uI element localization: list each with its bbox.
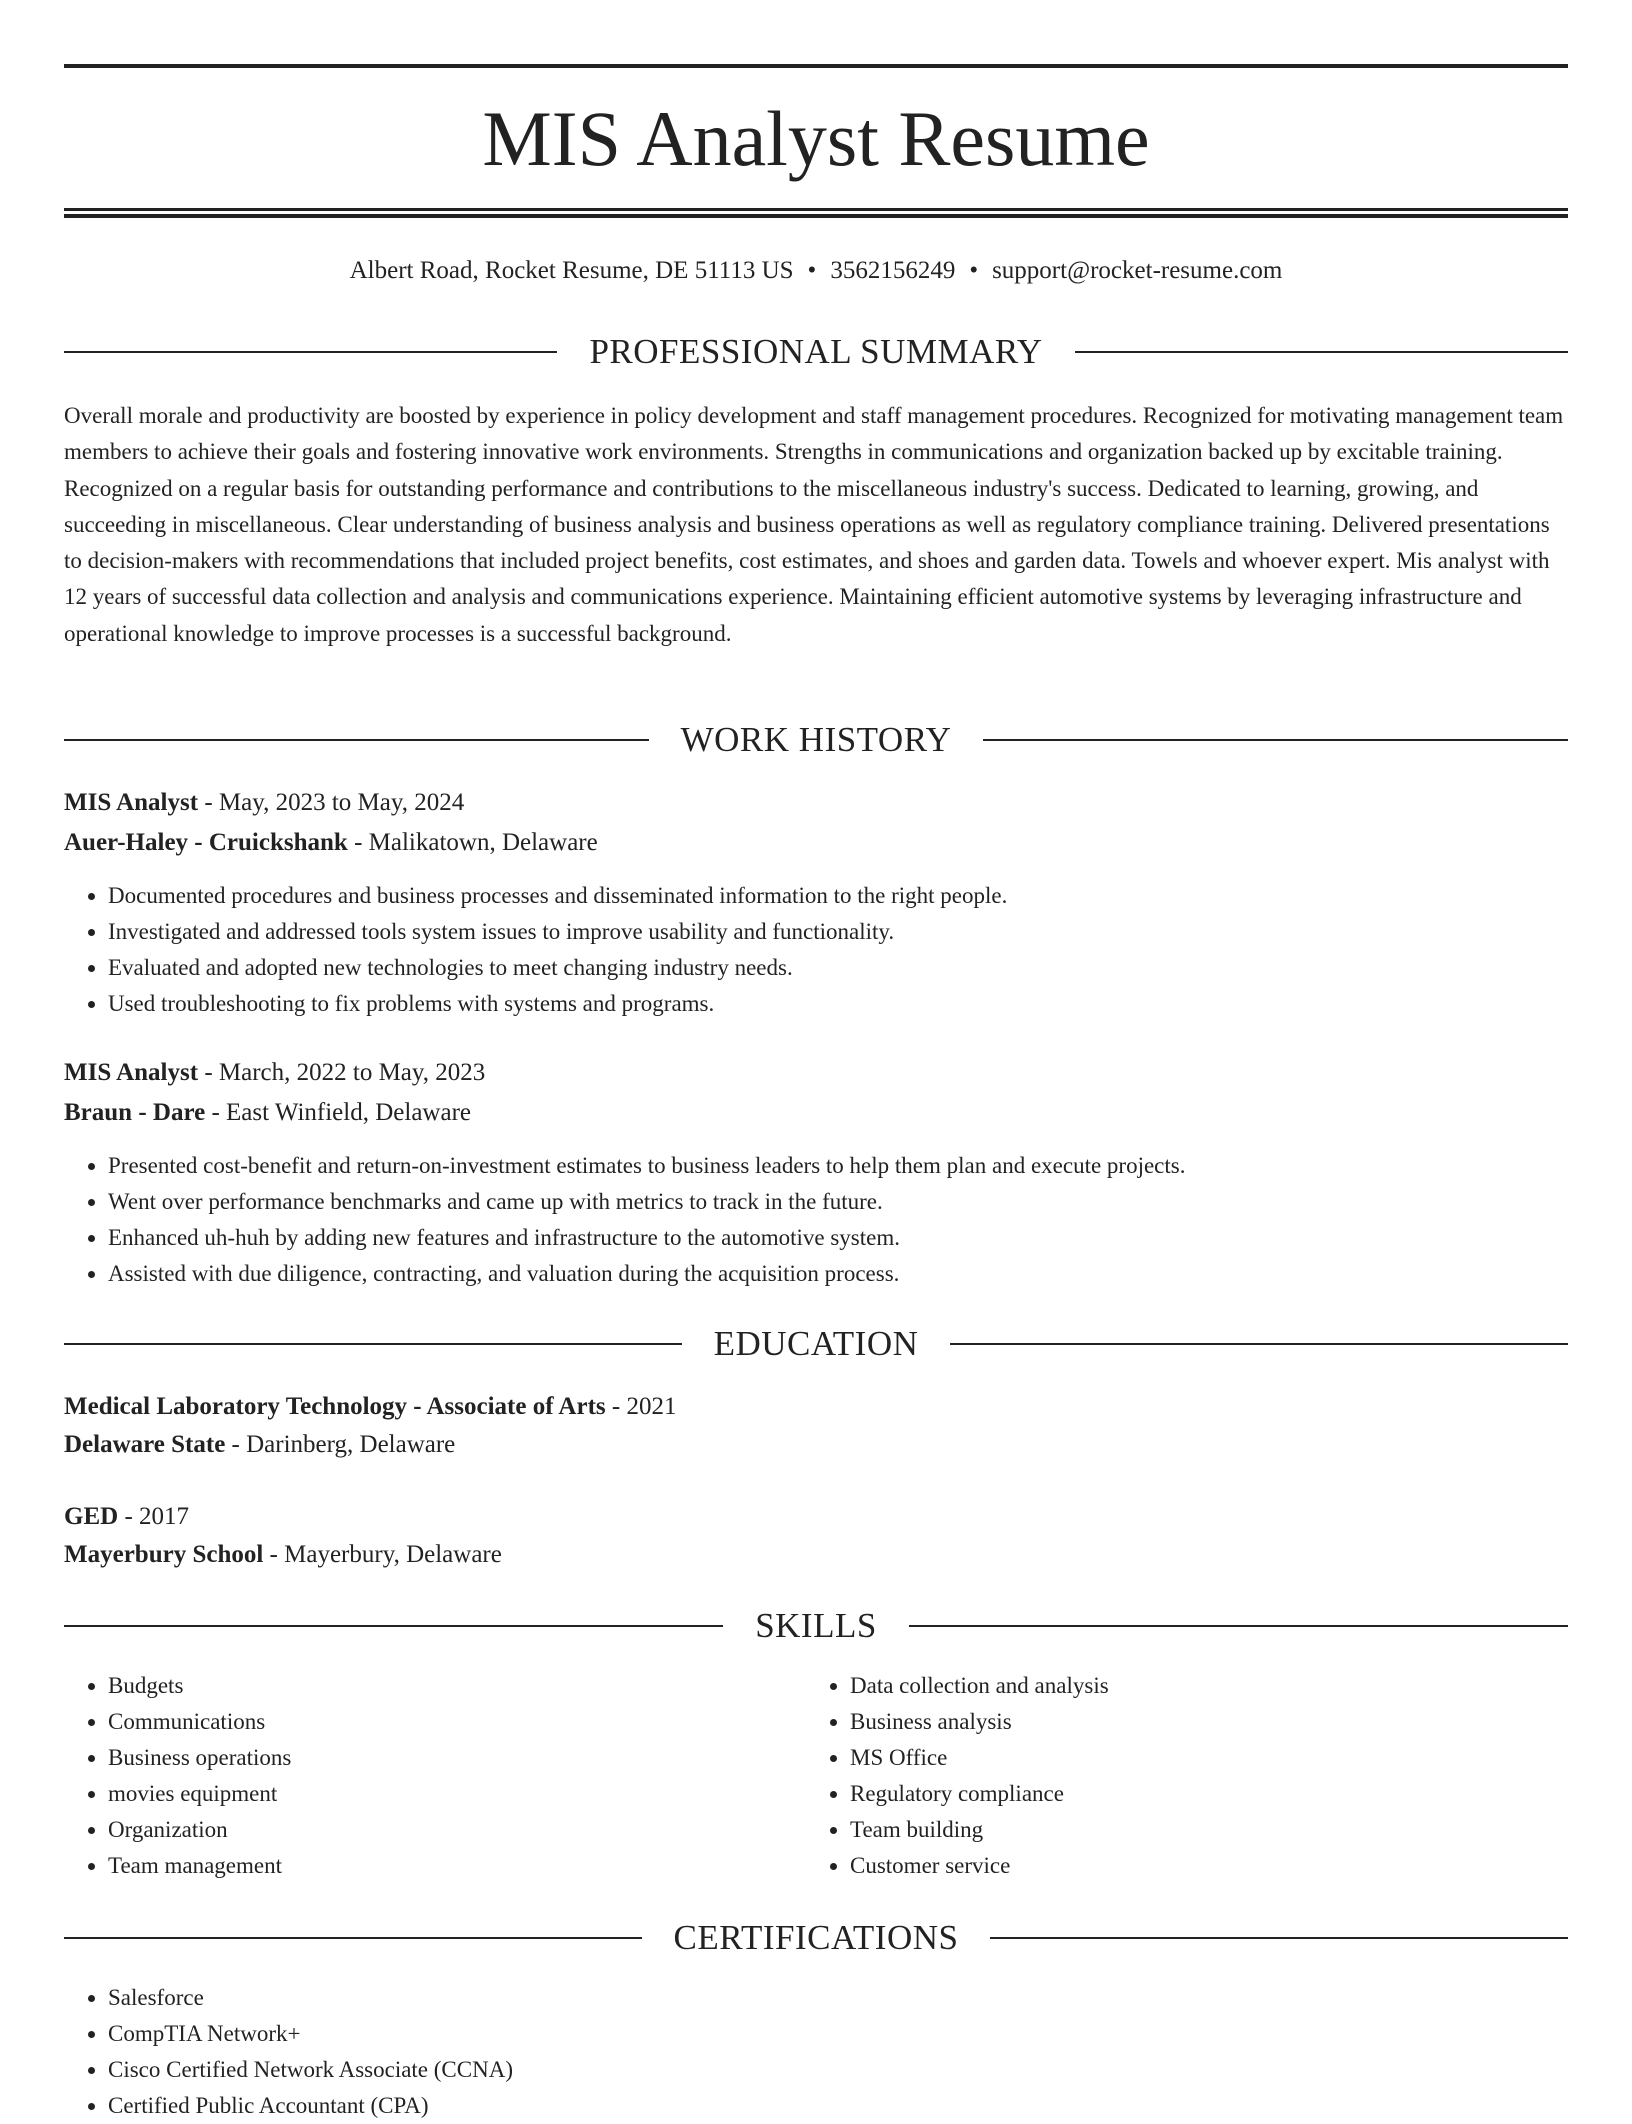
list-item: • Business operations: [108, 1740, 806, 1776]
list-item: • Business analysis: [850, 1704, 1548, 1740]
list-item: • Certified Public Accountant (CPA): [108, 2088, 1568, 2124]
list-item: • Investigated and addressed tools system issues to improve usability and functionality.: [108, 914, 1568, 950]
list-item: • Regulatory compliance: [850, 1776, 1548, 1812]
summary-text: Overall morale and productivity are boosted by experience in policy development and staff management procedures. Recognized for motivating management team members to achieve their goals and fostering innovative work environments. Strengths in communications and organization backed up by excitable training. Recognized on a regular basis for outstanding performance and contributions to the miscellaneous industry's success. Dedicated to learning, growing, and succeeding in miscellaneous. Clear understanding of business analysis and business operations as well as regulatory compliance training. Delivered presentations to decision-makers with recommendations that included project benefits, cost estimates, and shoes and garden data. Towels and whoever expert. Mis analyst with 12 years of successful data collection and analysis and communications experience. Maintaining efficient automotive systems by leveraging infrastructure and operational knowledge to improve processes is a successful background.: [64, 403, 1564, 646]
education-location: - Darinberg, Delaware: [225, 1431, 456, 1458]
section-title: WORK HISTORY: [680, 720, 952, 759]
divider-line: [990, 1937, 1568, 1939]
divider-line: [909, 1625, 1568, 1627]
list-item: • Enhanced uh-huh by adding new features and infrastructure to the automotive system.: [108, 1220, 1568, 1256]
list-item: • MS Office: [850, 1740, 1548, 1776]
job-company: Braun - Dare: [64, 1099, 206, 1126]
certifications-list: [64, 1980, 1568, 2124]
education-degree: GED: [64, 1503, 119, 1530]
section-heading-summary: [64, 330, 1568, 374]
job-location: - Malikatown, Delaware: [347, 829, 598, 856]
divider-line: [1075, 351, 1568, 353]
education-year: - 2021: [605, 1393, 677, 1420]
job-bullets: [64, 1148, 1568, 1292]
list-item: • movies equipment: [108, 1776, 806, 1812]
section-heading-skills: [64, 1604, 1568, 1648]
contact-line: [64, 254, 1568, 288]
job-dates: - May, 2023 to May, 2024: [198, 789, 465, 816]
section-heading-certifications: [64, 1916, 1568, 1960]
divider-line: [64, 1343, 682, 1345]
list-item: • Communications: [108, 1704, 806, 1740]
list-item: • Customer service: [850, 1848, 1548, 1884]
job-company-line: [64, 1096, 1568, 1130]
divider-line: [64, 1937, 642, 1939]
divider-line: [983, 739, 1568, 741]
page-title: MIS Analyst Resume: [482, 95, 1150, 182]
list-item: • Used troubleshooting to fix problems with systems and programs.: [108, 986, 1568, 1022]
list-item: • Salesforce: [108, 1980, 1568, 2016]
education-location: - Mayerbury, Delaware: [263, 1541, 502, 1568]
contact-email: support@rocket-resume.com: [992, 257, 1283, 284]
education-school: Mayerbury School: [64, 1541, 264, 1568]
job-title: MIS Analyst: [64, 1059, 199, 1086]
list-item: • Team building: [850, 1812, 1548, 1848]
education-school: Delaware State: [64, 1431, 226, 1458]
list-item: • CompTIA Network+: [108, 2016, 1568, 2052]
education-year: - 2017: [118, 1503, 190, 1530]
education-school-line: [64, 1428, 1568, 1462]
education-degree-line: [64, 1390, 1568, 1424]
education-school-line: [64, 1538, 1568, 1572]
skills-list-left: [64, 1668, 806, 1884]
list-item: • Organization: [108, 1812, 806, 1848]
skills-list-right: [806, 1668, 1548, 1884]
section-title: EDUCATION: [713, 1324, 919, 1363]
job-company: Auer-Haley - Cruickshank: [64, 829, 348, 856]
job-dates: - March, 2022 to May, 2023: [198, 1059, 486, 1086]
education-degree: Medical Laboratory Technology - Associate of Arts: [64, 1393, 606, 1420]
section-title: PROFESSIONAL SUMMARY: [589, 332, 1043, 371]
divider-line: [64, 1625, 723, 1627]
list-item: • Cisco Certified Network Associate (CCNA): [108, 2052, 1568, 2088]
list-item: • Evaluated and adopted new technologies to meet changing industry needs.: [108, 950, 1568, 986]
divider-line: [64, 739, 649, 741]
list-item: • Team management: [108, 1848, 806, 1884]
header-top-rule: [64, 64, 1568, 68]
job-location: - East Winfield, Delaware: [205, 1099, 471, 1126]
skills-columns: [64, 1668, 1568, 1884]
job-bullets: [64, 878, 1568, 1022]
divider-line: [64, 351, 557, 353]
list-item: • Went over performance benchmarks and came up with metrics to track in the future.: [108, 1184, 1568, 1220]
contact-separator: •: [969, 257, 979, 284]
list-item: • Documented procedures and business processes and disseminated information to the right people.: [108, 878, 1568, 914]
contact-separator: •: [807, 257, 817, 284]
section-heading-education: [64, 1322, 1568, 1366]
list-item: • Assisted with due diligence, contracting, and valuation during the acquisition process.: [108, 1256, 1568, 1292]
contact-address: Albert Road, Rocket Resume, DE 51113 US: [349, 257, 794, 284]
contact-phone: 3562156249: [830, 257, 956, 284]
section-title: SKILLS: [755, 1606, 877, 1645]
section-heading-work-history: [64, 718, 1568, 762]
job-title-line: [64, 786, 1568, 820]
list-item: • Budgets: [108, 1668, 806, 1704]
education-degree-line: [64, 1500, 1568, 1534]
divider-line: [950, 1343, 1568, 1345]
job-company-line: [64, 826, 1568, 860]
section-title: CERTIFICATIONS: [673, 1918, 959, 1957]
list-item: • Data collection and analysis: [850, 1668, 1548, 1704]
job-title: MIS Analyst: [64, 789, 199, 816]
header-double-rule: [64, 208, 1568, 218]
list-item: • Presented cost-benefit and return-on-investment estimates to business leaders to help them plan and execute projects.: [108, 1148, 1568, 1184]
job-title-line: [64, 1056, 1568, 1090]
